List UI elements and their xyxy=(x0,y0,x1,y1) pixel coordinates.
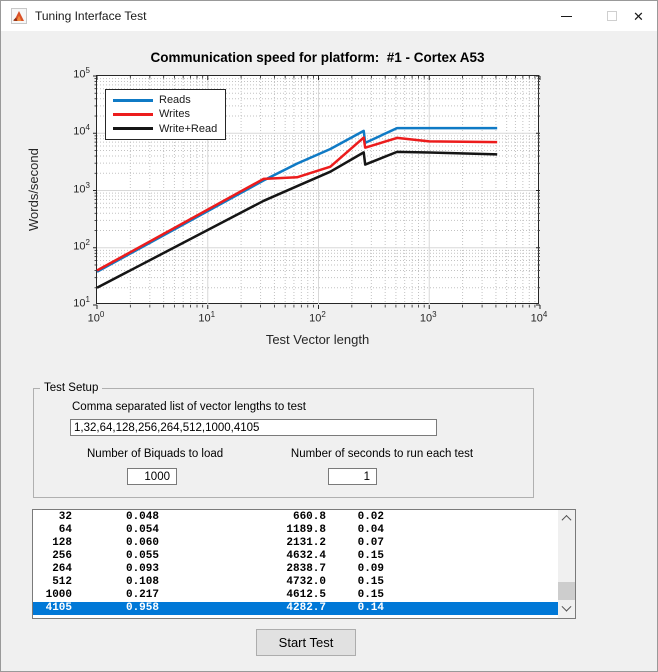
xtick-label: $10^3$ xyxy=(419,310,437,325)
ytick-label: $10^4$ xyxy=(73,123,90,138)
close-icon: ✕ xyxy=(633,8,644,24)
matlab-icon xyxy=(11,8,27,24)
ytick-label: $10^5$ xyxy=(73,66,90,81)
list-cell: 2131.2 xyxy=(286,537,326,549)
list-cell: 264 xyxy=(52,563,72,575)
start-test-button[interactable]: Start Test xyxy=(256,629,356,656)
xtick-label: $10^2$ xyxy=(309,310,326,325)
xtick-label: $10^4$ xyxy=(530,310,548,325)
list-cell: 0.054 xyxy=(125,524,159,536)
list-cell: 660.8 xyxy=(292,511,326,523)
results-scrollbar[interactable] xyxy=(558,510,575,618)
list-cell: 32 xyxy=(58,511,72,523)
list-cell: 0.15 xyxy=(357,550,384,562)
list-item[interactable] xyxy=(33,563,558,576)
list-cell: 1189.8 xyxy=(286,524,326,536)
list-cell: 0.958 xyxy=(125,602,159,614)
chart-legend xyxy=(105,89,226,140)
list-cell: 64 xyxy=(58,524,72,536)
list-item[interactable] xyxy=(33,524,558,537)
minimize-icon xyxy=(561,16,572,17)
xtick-label: $10^1$ xyxy=(198,310,216,325)
legend-label: Writes xyxy=(159,108,190,121)
list-item[interactable] xyxy=(33,589,558,602)
x-axis-label: Test Vector length xyxy=(265,332,370,347)
y-axis-label: Words/second xyxy=(26,148,41,231)
xtick-label: $10^0$ xyxy=(87,310,105,325)
list-cell: 256 xyxy=(52,550,72,562)
list-item[interactable] xyxy=(33,576,558,589)
list-cell: 0.15 xyxy=(357,576,384,588)
results-listbox[interactable] xyxy=(32,509,576,619)
legend-label: Reads xyxy=(159,94,191,107)
list-cell: 2838.7 xyxy=(286,563,326,575)
biquads-input[interactable] xyxy=(127,468,177,485)
legend-label: Write+Read xyxy=(159,122,218,135)
close-button[interactable] xyxy=(611,1,658,31)
legend-line-sample xyxy=(113,113,153,116)
list-cell: 4612.5 xyxy=(286,589,326,601)
seconds-label: Number of seconds to run each test xyxy=(290,448,474,460)
list-cell: 4105 xyxy=(45,602,72,614)
ytick-label: $10^3$ xyxy=(73,180,90,196)
list-cell: 512 xyxy=(52,576,72,588)
list-cell: 0.07 xyxy=(357,537,384,549)
list-cell: 0.04 xyxy=(357,524,384,536)
list-cell: 0.093 xyxy=(125,563,159,575)
legend-entry xyxy=(106,108,225,120)
list-cell: 0.02 xyxy=(357,511,384,523)
ytick-label: $10^1$ xyxy=(73,295,90,310)
list-cell: 0.14 xyxy=(357,602,384,614)
title-bar xyxy=(1,1,657,31)
biquads-label: Number of Biquads to load xyxy=(87,448,224,460)
scrollbar-thumb[interactable] xyxy=(558,582,575,600)
list-cell: 4282.7 xyxy=(286,602,326,614)
test-setup-panel-label: Test Setup xyxy=(40,382,102,394)
legend-entry xyxy=(106,123,225,135)
list-cell: 0.055 xyxy=(125,550,159,562)
chevron-down-icon xyxy=(562,602,572,612)
series-line-write-read xyxy=(97,152,497,288)
seconds-input[interactable] xyxy=(328,468,377,485)
list-cell: 128 xyxy=(52,537,72,549)
list-cell: 0.15 xyxy=(357,589,384,601)
chart-plot-area xyxy=(96,75,539,304)
ytick-label: $10^2$ xyxy=(73,237,90,253)
list-cell: 0.060 xyxy=(125,537,159,549)
list-cell: 0.048 xyxy=(125,511,159,523)
chevron-up-icon xyxy=(562,515,572,525)
list-cell: 0.108 xyxy=(125,576,159,588)
test-setup-panel xyxy=(33,382,534,498)
legend-line-sample xyxy=(113,99,153,102)
list-item[interactable] xyxy=(33,550,558,563)
vector-lengths-input[interactable] xyxy=(70,419,437,436)
legend-line-sample xyxy=(113,127,153,130)
list-item[interactable] xyxy=(33,511,558,524)
chart-title: Communication speed for platform: #1 - Cortex A53 xyxy=(150,50,485,65)
scrollbar-down-button[interactable] xyxy=(558,601,575,618)
minimize-button[interactable] xyxy=(544,1,589,31)
list-cell: 4732.0 xyxy=(286,576,326,588)
list-cell: 0.217 xyxy=(125,589,159,601)
list-item[interactable] xyxy=(33,537,558,550)
legend-entry xyxy=(106,94,225,106)
vector-lengths-label: Comma separated list of vector lengths to test xyxy=(72,401,306,413)
list-cell: 1000 xyxy=(45,589,72,601)
list-cell: 0.09 xyxy=(357,563,384,575)
scrollbar-up-button[interactable] xyxy=(558,510,575,527)
list-cell: 4632.4 xyxy=(286,550,326,562)
list-item[interactable] xyxy=(33,602,558,615)
window-title: Tuning Interface Test xyxy=(35,9,147,23)
